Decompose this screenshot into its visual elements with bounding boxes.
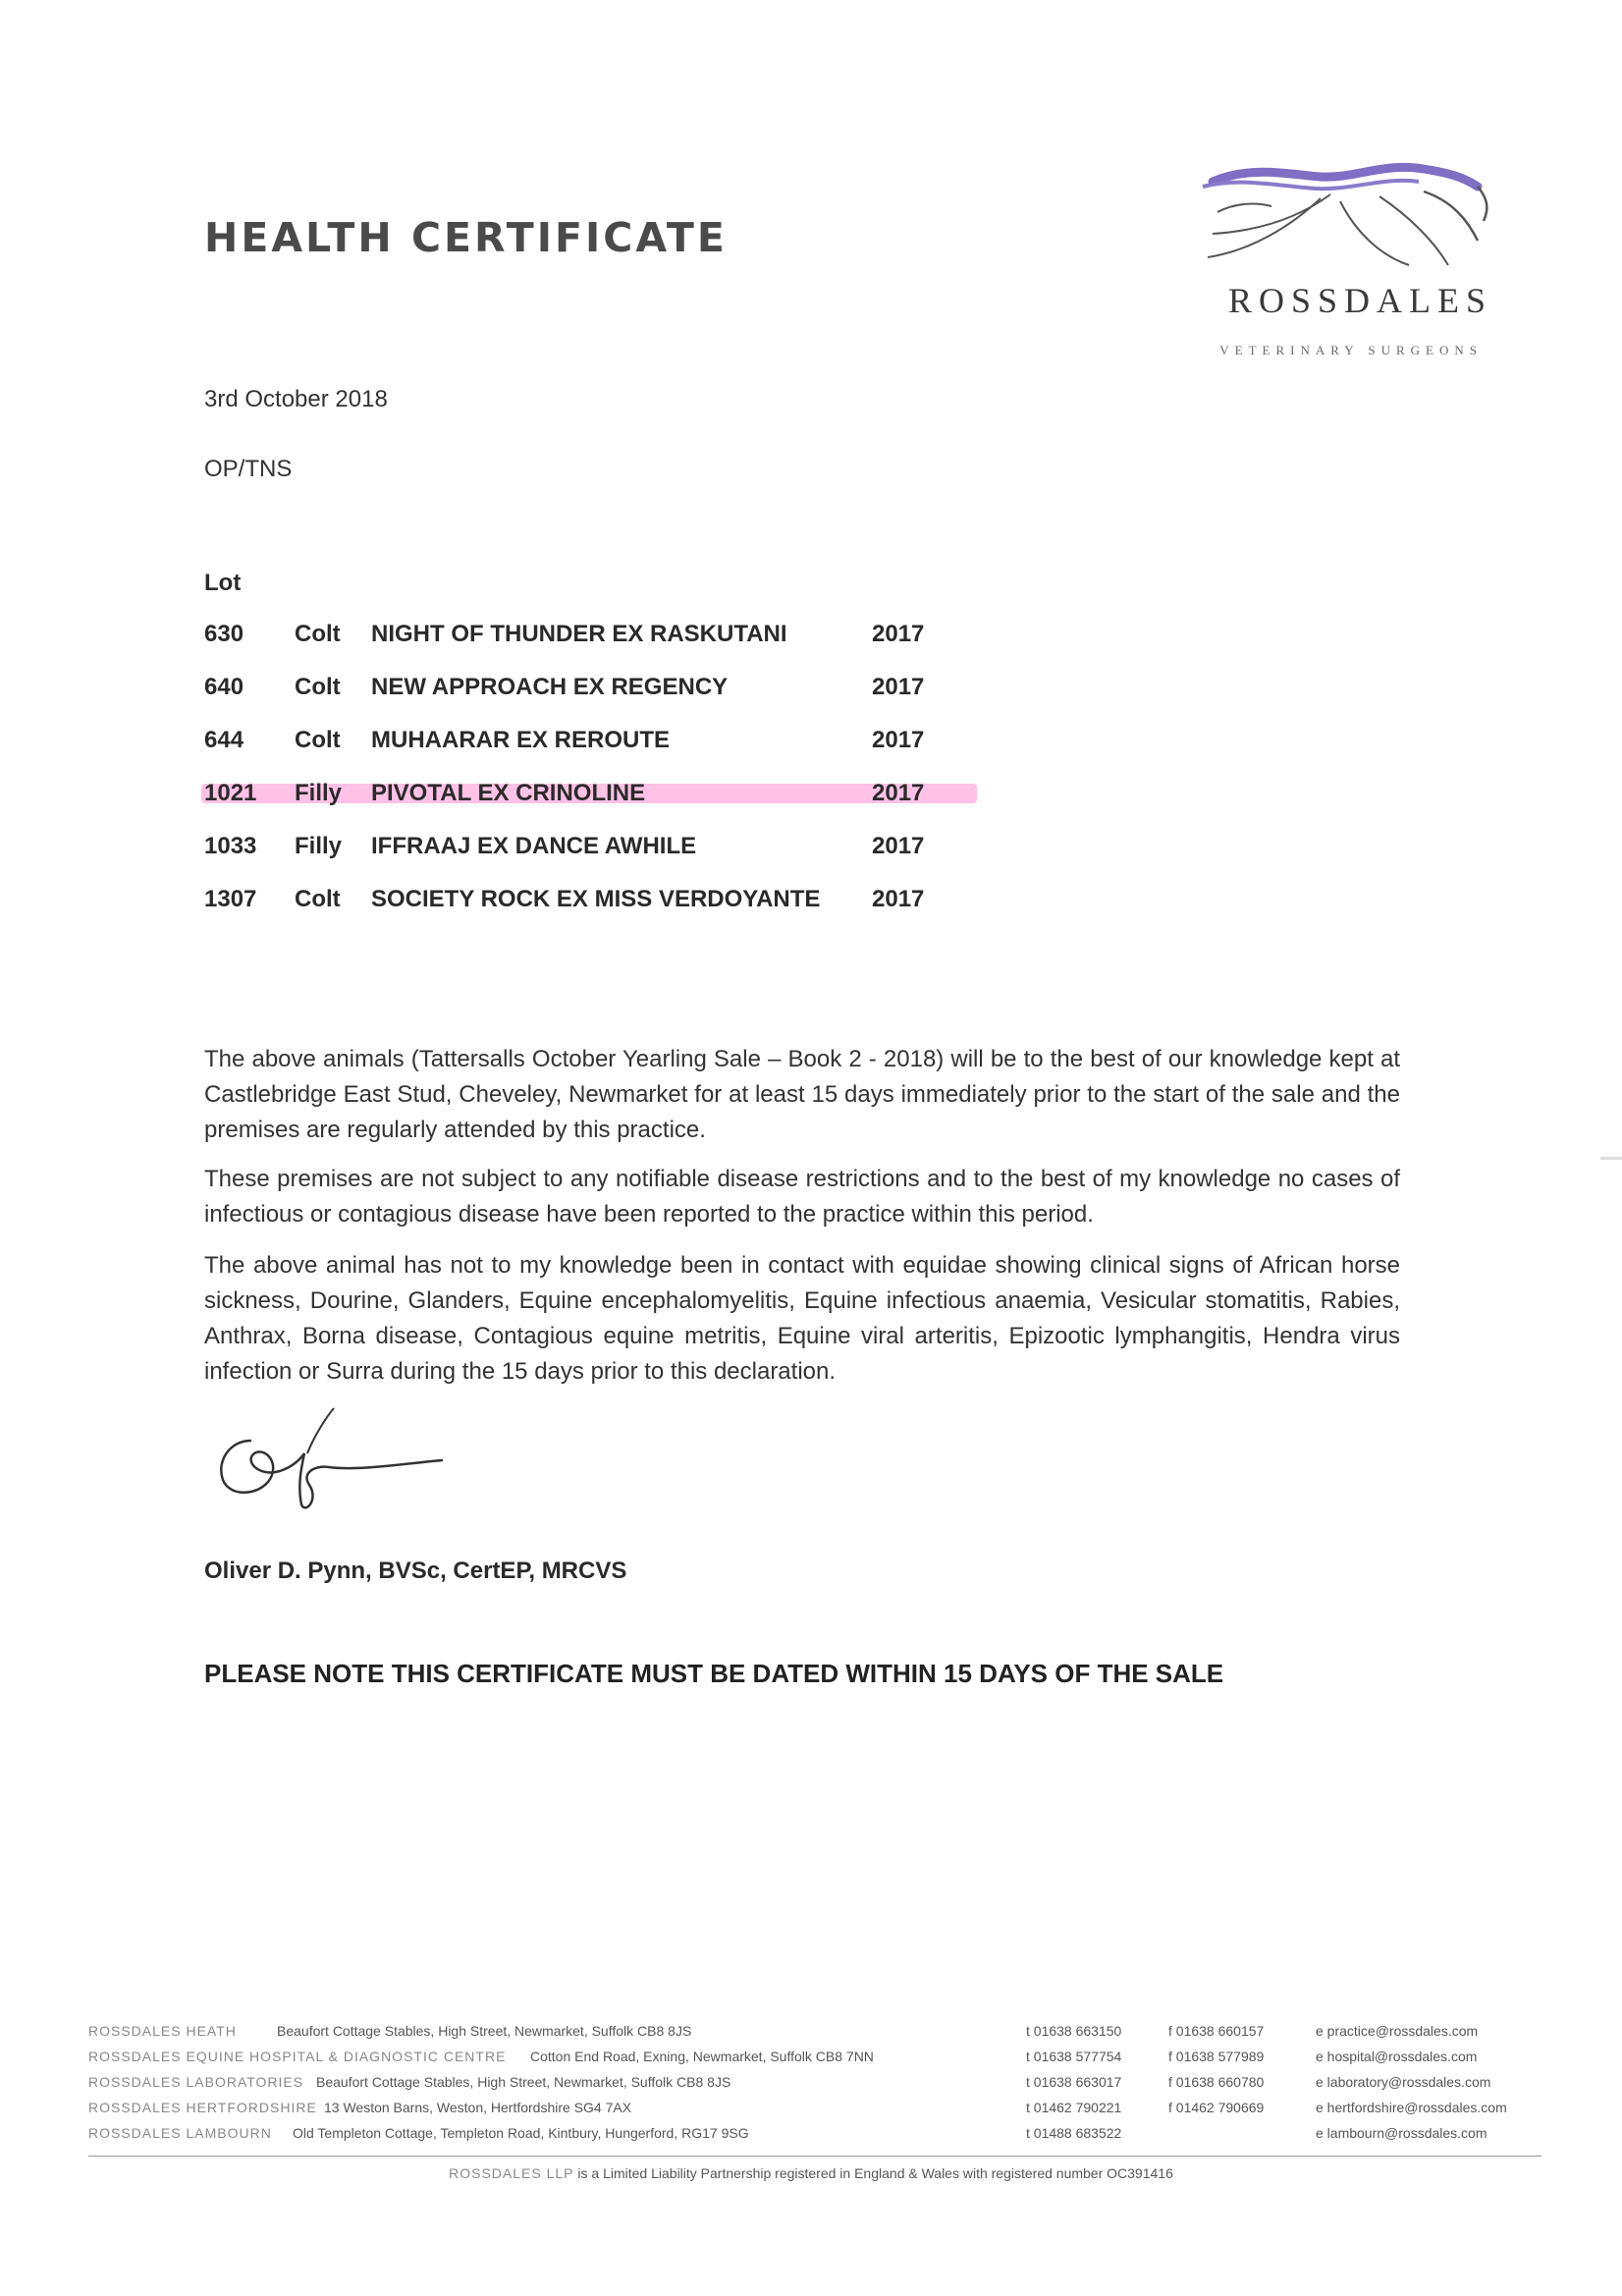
lot-sex: Colt: [295, 674, 341, 700]
lot-heading: Lot: [204, 570, 242, 596]
branch-name: ROSSDALES HEATH: [88, 2023, 237, 2039]
branch-name: ROSSDALES EQUINE HOSPITAL & DIAGNOSTIC CENTRE: [88, 2049, 507, 2064]
legal-entity-name: ROSSDALES LLP: [449, 2165, 574, 2181]
legal-notice: [0, 2165, 1622, 2181]
lot-year: 2017: [872, 674, 925, 700]
branch-address: Beaufort Cottage Stables, High Street, Newmarket, Suffolk CB8 8JS: [316, 2074, 731, 2090]
branch-phone: t 01638 663017: [1026, 2074, 1122, 2090]
lot-number: 1021: [204, 780, 257, 806]
lot-number: 1033: [204, 833, 257, 859]
sale-statement-paragraph: The above animals (Tattersalls October Yearling Sale – Book 2 - 2018) will be to the best of our knowledge kept at Castlebridge East Stud, Cheveley, Newmarket for at least 15 days immediately prior to the start of the sale and the premises are regularly attended by this practice.: [204, 1046, 1400, 1143]
branch-email: e lambourn@rossdales.com: [1316, 2125, 1487, 2141]
lot-sex: Filly: [295, 780, 343, 806]
branch-fax: f 01462 790669: [1168, 2100, 1265, 2115]
branch-email: e hospital@rossdales.com: [1316, 2049, 1478, 2064]
branch-phone: t 01462 790221: [1026, 2100, 1122, 2115]
lot-pedigree: SOCIETY ROCK EX MISS VERDOYANTE: [371, 886, 821, 912]
logo-subtitle: VETERINARY SURGEONS: [1219, 343, 1483, 357]
dating-notice: PLEASE NOTE THIS CERTIFICATE MUST BE DATED WITHIN 15 DAYS OF THE SALE: [204, 1659, 1224, 1688]
lot-year: 2017: [872, 621, 925, 647]
branch-name: ROSSDALES LAMBOURN: [88, 2125, 272, 2141]
lot-pedigree: PIVOTAL EX CRINOLINE: [371, 780, 646, 806]
galloping-horse-icon: [1183, 147, 1497, 368]
branch-address: Old Templeton Cottage, Templeton Road, Kintbury, Hungerford, RG17 9SG: [293, 2125, 749, 2141]
lot-sex: Filly: [295, 833, 343, 859]
footer-divider: [88, 2156, 1541, 2157]
branch-phone: t 01488 683522: [1026, 2125, 1122, 2141]
disease-restrictions-paragraph: These premises are not subject to any notifiable disease restrictions and to the best of my knowledge no cases of infectious or contagious disease have been reported to the practice within this period.: [204, 1166, 1400, 1228]
lot-pedigree: IFFRAAJ EX DANCE AWHILE: [371, 833, 697, 859]
branch-email: e practice@rossdales.com: [1316, 2023, 1479, 2039]
scan-edge-mark: [1600, 1157, 1622, 1160]
lot-number: 1307: [204, 886, 257, 912]
certificate-date: 3rd October 2018: [204, 386, 388, 412]
branch-fax: f 01638 660780: [1168, 2074, 1265, 2090]
branch-name: ROSSDALES LABORATORIES: [88, 2074, 304, 2090]
branch-address: Cotton End Road, Exning, Newmarket, Suffolk CB8 7NN: [530, 2049, 874, 2064]
lot-year: 2017: [872, 780, 925, 806]
handwritten-signature: [211, 1406, 466, 1514]
branch-fax: f 01638 660157: [1168, 2023, 1265, 2039]
lot-sex: Colt: [295, 886, 341, 912]
signatory-name: Oliver D. Pynn, BVSc, CertEP, MRCVS: [204, 1558, 627, 1584]
lot-number: 640: [204, 674, 244, 700]
lot-pedigree: MUHAARAR EX REROUTE: [371, 727, 671, 753]
legal-registration-text: is a Limited Liability Partnership registered in England & Wales with registered number OC391416: [577, 2165, 1173, 2181]
lot-year: 2017: [872, 833, 925, 859]
contact-declaration-paragraph: The above animal has not to my knowledge been in contact with equidae showing clinical signs of African horse sickness, Dourine, Glanders, Equine encephalomyelitis, Equine infectious anaemia, Vesicular stomatitis, Rabies, Anthrax, Borna disease, Contagious equine metritis, Equine viral arteritis, Epizootic lymphangitis, Hendra virus infection or Surra during the 15 days prior to this declaration.: [204, 1252, 1400, 1385]
lot-number: 644: [204, 727, 244, 753]
branch-email: e hertfordshire@rossdales.com: [1316, 2100, 1507, 2115]
branch-phone: t 01638 663150: [1026, 2023, 1122, 2039]
lot-pedigree: NIGHT OF THUNDER EX RASKUTANI: [371, 621, 787, 647]
reference-code: OP/TNS: [204, 456, 293, 482]
lot-sex: Colt: [295, 727, 341, 753]
logo-wordmark: ROSSDALES: [1227, 281, 1492, 320]
branch-email: e laboratory@rossdales.com: [1316, 2074, 1491, 2090]
branch-name: ROSSDALES HERTFORDSHIRE: [88, 2100, 317, 2115]
lot-sex: Colt: [295, 621, 341, 647]
branch-phone: t 01638 577754: [1026, 2049, 1122, 2064]
branch-fax: f 01638 577989: [1168, 2049, 1265, 2064]
lot-year: 2017: [872, 886, 925, 912]
lot-pedigree: NEW APPROACH EX REGENCY: [371, 674, 729, 700]
page-title: HEALTH CERTIFICATE: [204, 214, 728, 261]
lot-year: 2017: [872, 727, 925, 753]
branch-address: 13 Weston Barns, Weston, Hertfordshire SG4 7AX: [324, 2100, 632, 2115]
lot-number: 630: [204, 621, 244, 647]
branch-address: Beaufort Cottage Stables, High Street, Newmarket, Suffolk CB8 8JS: [277, 2023, 692, 2039]
